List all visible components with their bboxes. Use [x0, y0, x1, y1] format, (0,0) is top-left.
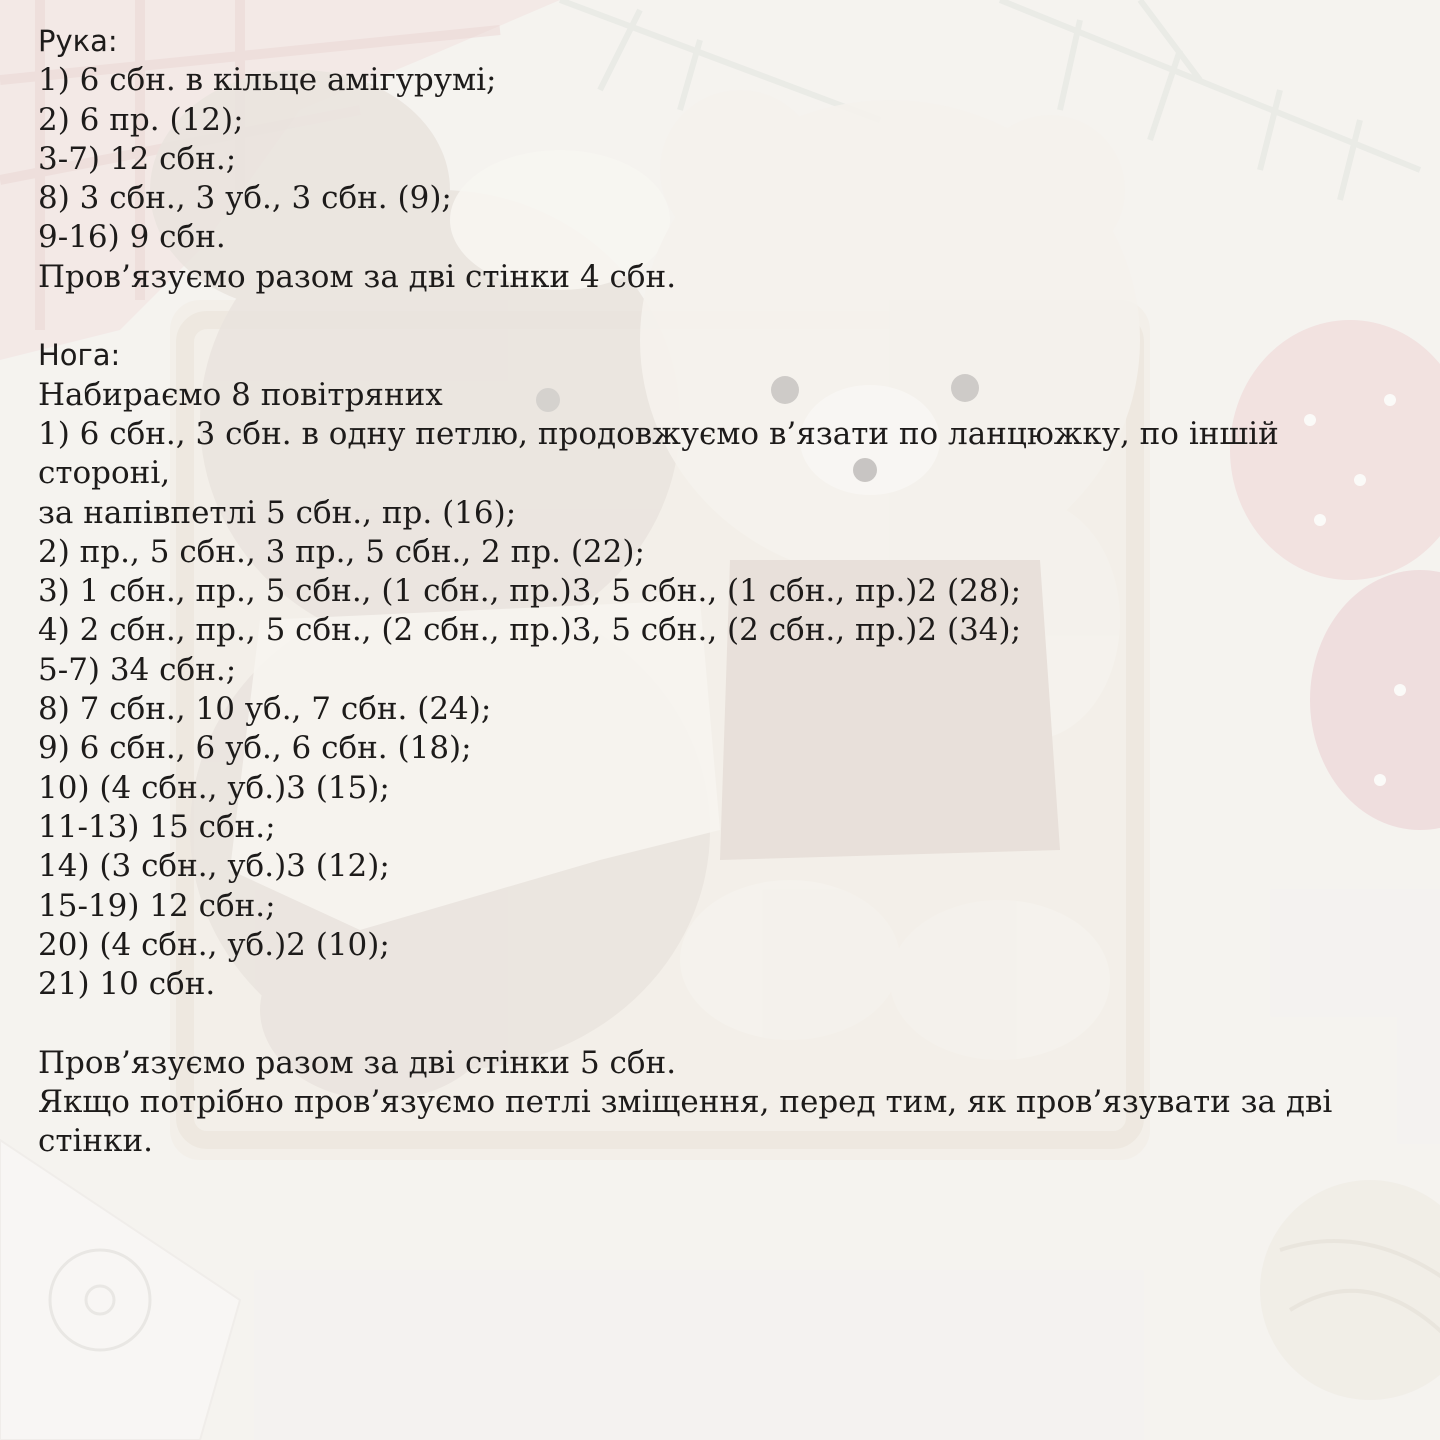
- leg-row: 1) 6 сбн., 3 сбн. в одну петлю, продовжуємо в’язати по ланцюжку, по іншій стороні,: [38, 415, 1289, 492]
- leg-finish: Якщо потрібно пров’язуємо петлі зміщення, перед тим, як пров’язувати за дві: [38, 1084, 1333, 1121]
- arm-row: 9-16) 9 сбн.: [38, 219, 226, 256]
- spacer: [38, 1004, 1408, 1043]
- arm-heading: Рука:: [38, 24, 118, 58]
- leg-row: 9) 6 сбн., 6 уб., 6 сбн. (18);: [38, 730, 472, 767]
- leg-row: 4) 2 сбн., пр., 5 сбн., (2 сбн., пр.)3, 5 сбн., (2 сбн., пр.)2 (34);: [38, 612, 1022, 649]
- leg-heading: Нога:: [38, 338, 121, 373]
- arm-row: 2) 6 пр. (12);: [38, 101, 244, 138]
- leg-row: 10) (4 сбн., уб.)3 (15);: [38, 769, 390, 806]
- arm-row: 1) 6 сбн. в кільце амігурумі;: [38, 62, 497, 99]
- leg-row: за напівпетлі 5 сбн., пр. (16);: [38, 494, 517, 531]
- leg-row: 8) 7 сбн., 10 уб., 7 сбн. (24);: [38, 691, 492, 728]
- arm-row: 8) 3 сбн., 3 уб., 3 сбн. (9);: [38, 180, 452, 217]
- pattern-text: [38, 22, 1408, 1162]
- leg-finish: стінки.: [38, 1123, 153, 1160]
- leg-row: 20) (4 сбн., уб.)2 (10);: [38, 926, 390, 963]
- spacer: [38, 297, 1408, 336]
- leg-row: 3) 1 сбн., пр., 5 сбн., (1 сбн., пр.)3, 5 сбн., (1 сбн., пр.)2 (28);: [38, 573, 1022, 610]
- leg-row: 5-7) 34 сбн.;: [38, 651, 237, 688]
- leg-row: 14) (3 сбн., уб.)3 (12);: [38, 848, 390, 885]
- arm-finish: Пров’язуємо разом за дві стінки 4 сбн.: [38, 258, 677, 295]
- leg-row: Набираємо 8 повітряних: [38, 376, 443, 413]
- leg-row: 21) 10 сбн.: [38, 966, 216, 1003]
- arm-row: 3-7) 12 сбн.;: [38, 140, 237, 177]
- leg-row: 15-19) 12 сбн.;: [38, 887, 276, 924]
- leg-row: 2) пр., 5 сбн., 3 пр., 5 сбн., 2 пр. (22);: [38, 533, 645, 570]
- leg-row: 11-13) 15 сбн.;: [38, 808, 276, 845]
- leg-finish: Пров’язуємо разом за дві стінки 5 сбн.: [38, 1044, 677, 1081]
